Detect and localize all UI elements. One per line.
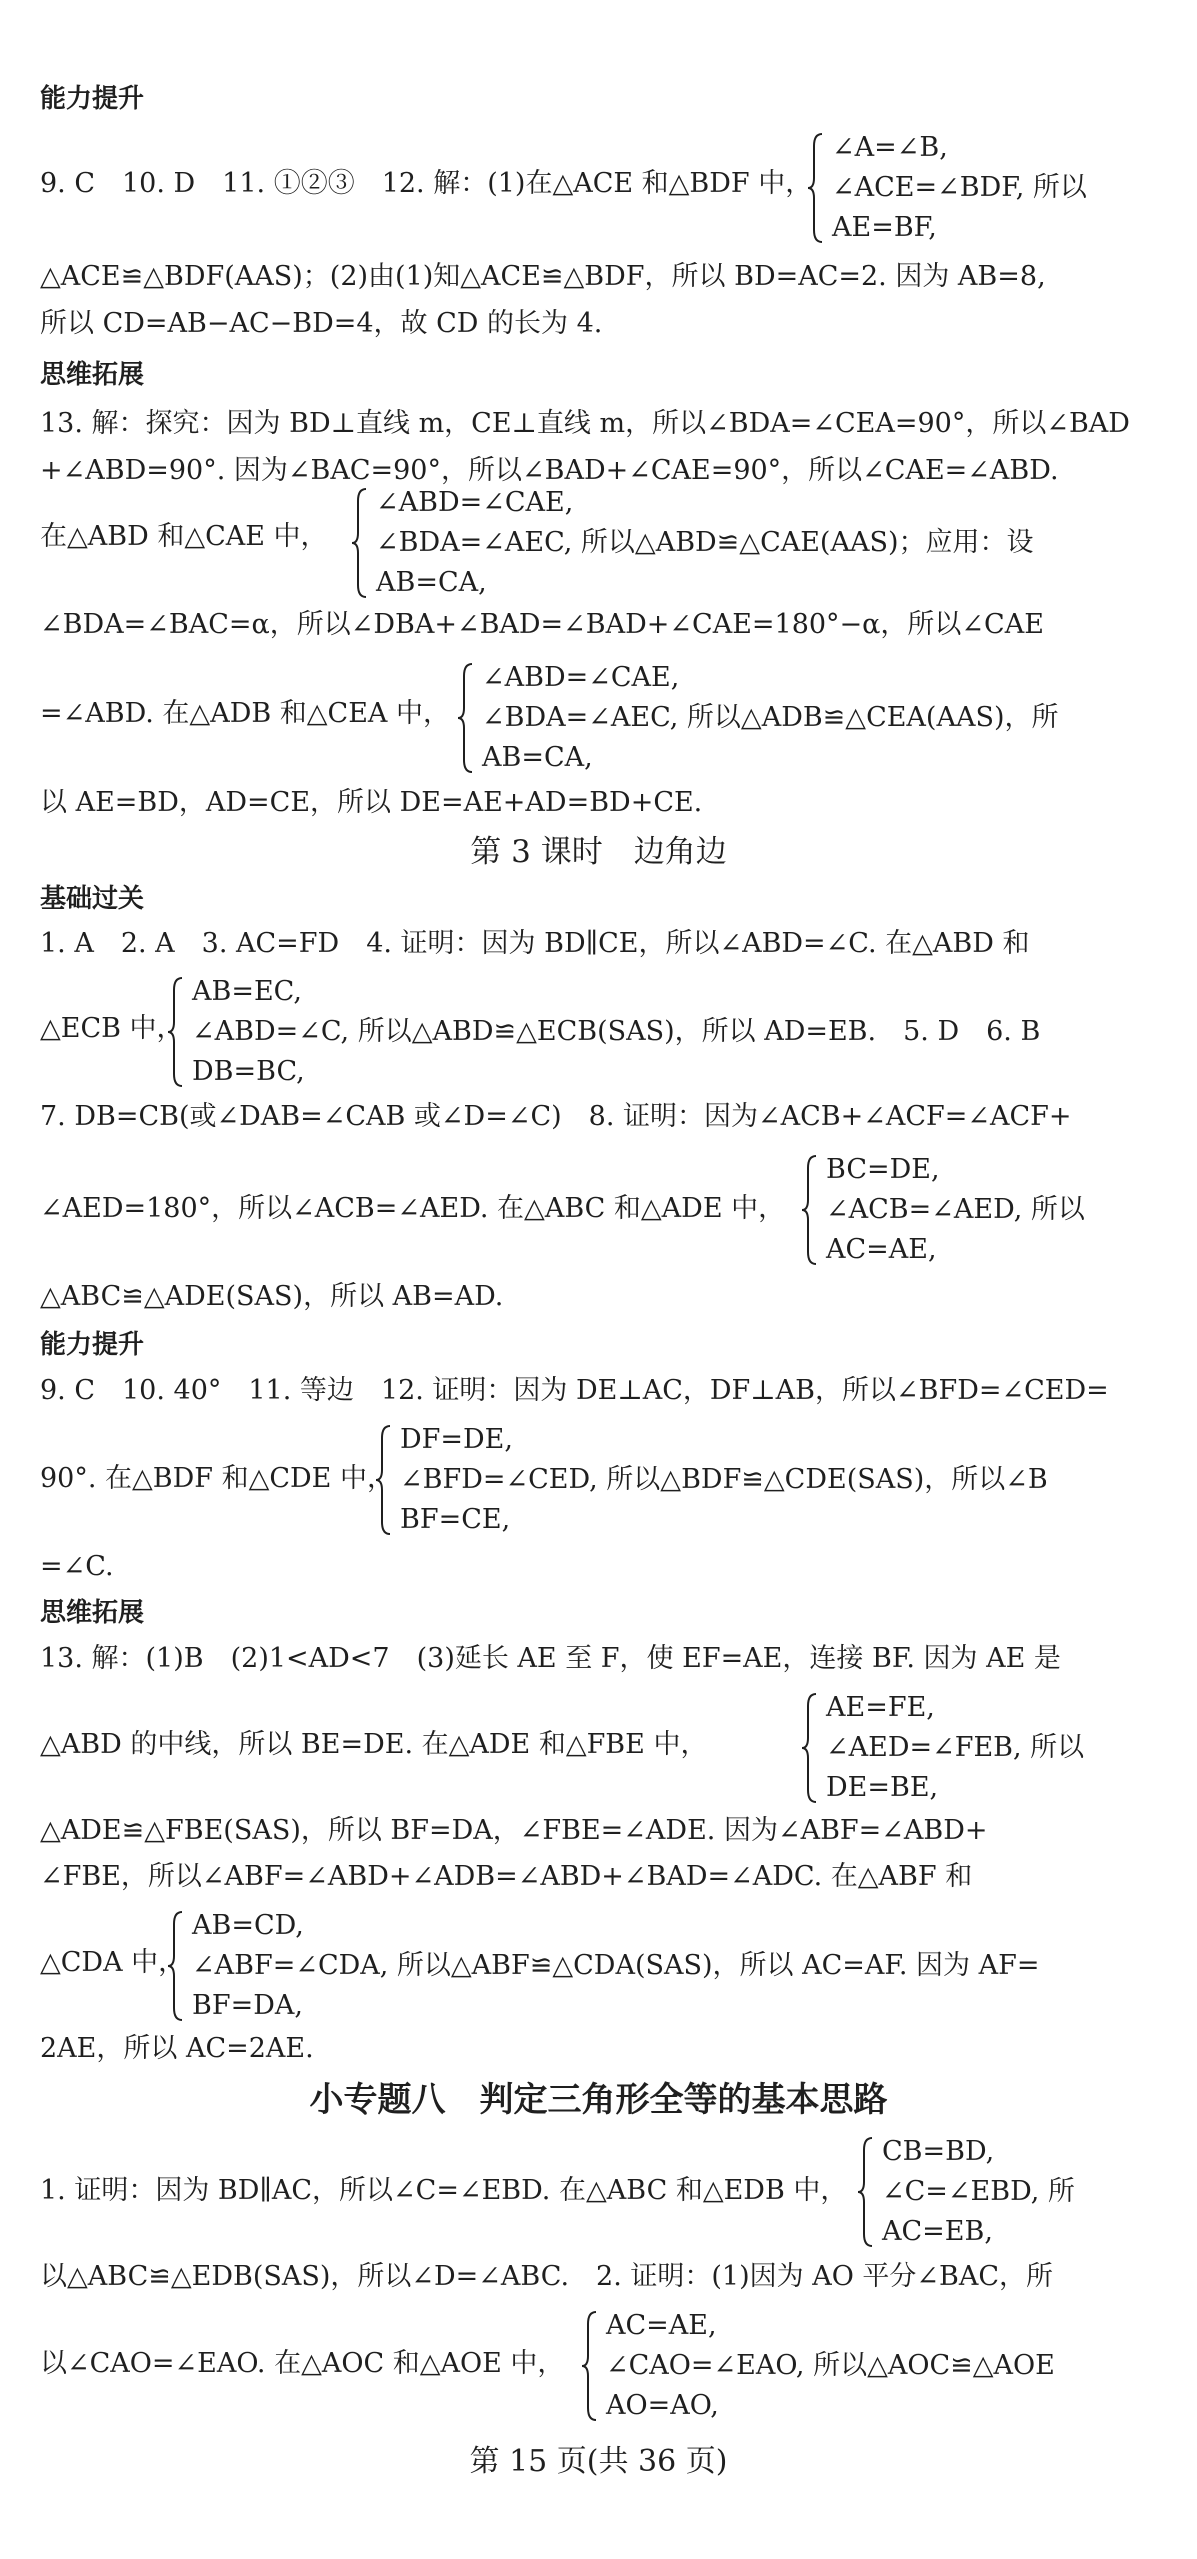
answer-line: 所以 CD=AB−AC−BD=4，故 CD 的长为 4.	[40, 308, 603, 339]
brace-icon	[580, 2310, 598, 2422]
brace-icon	[806, 132, 824, 244]
brace-icon	[456, 662, 474, 774]
answer-line: △CDA 中，	[40, 1947, 186, 1978]
answer-line: ∠BDA=∠BAC=α，所以∠DBA+∠BAD=∠BAD+∠CAE=180°−α，所以∠CAE	[40, 609, 1044, 640]
answer-line: =∠ABD. 在△ADB 和△CEA 中，	[40, 698, 450, 729]
system-line: ∠ABD=∠CAE,	[482, 662, 680, 693]
system-line: ∠CAO=∠EAO, 所以△AOC≌△AOE	[606, 2350, 1055, 2381]
equation-system	[826, 1688, 1084, 1808]
answer-line: △ACE≌△BDF(AAS)；(2)由(1)知△ACE≌△BDF，所以 BD=AC=2. 因为 AB=8,	[40, 261, 1046, 292]
answer-line: +∠ABD=90°. 因为∠BAC=90°，所以∠BAD+∠CAE=90°，所以∠CAE=∠ABD.	[40, 455, 1059, 486]
equation-system	[400, 1420, 1048, 1540]
answer-line: 9. C 10. 40° 11. 等边 12. 证明：因为 DE⊥AC，DF⊥AB，所以∠BFD=∠CED=	[40, 1375, 1109, 1406]
system-line: AB=EC,	[192, 976, 302, 1007]
system-line: DB=BC,	[192, 1056, 305, 1087]
lesson-title: 第 3 课时 边角边	[470, 834, 727, 870]
system-line: AC=AE,	[826, 1234, 937, 1265]
answer-line: ∠FBE，所以∠ABF=∠ABD+∠ADB=∠ABD+∠BAD=∠ADC. 在△ABF 和	[40, 1861, 973, 1892]
answer-line: △ABC≌△ADE(SAS)，所以 AB=AD.	[40, 1281, 504, 1312]
system-line: AE=BF,	[832, 212, 937, 243]
system-line: BC=DE,	[826, 1154, 940, 1185]
answer-line: △ADE≌△FBE(SAS)，所以 BF=DA，∠FBE=∠ADE. 因为∠ABF=∠ABD+	[40, 1815, 988, 1846]
answer-line: 13. 解：(1)B (2)1<AD<7 (3)延长 AE 至 F，使 EF=AE，连接 BF. 因为 AE 是	[40, 1643, 1061, 1674]
equation-system	[482, 658, 1059, 778]
system-line: DE=BE,	[826, 1772, 939, 1803]
system-line: ∠A=∠B,	[832, 132, 948, 163]
system-line: DF=DE,	[400, 1424, 513, 1455]
system-line: ∠ACB=∠AED, 所以	[826, 1194, 1085, 1225]
answer-line: 1. A 2. A 3. AC=FD 4. 证明：因为 BD∥CE，所以∠ABD=∠C. 在△ABD 和	[40, 928, 1030, 959]
system-line: AO=AO,	[606, 2390, 719, 2421]
system-line: AE=FE,	[826, 1692, 935, 1723]
system-line: ∠BDA=∠AEC, 所以△ABD≌△CAE(AAS)；应用：设	[376, 527, 1034, 558]
brace-icon	[800, 1692, 818, 1804]
equation-system	[826, 1150, 1085, 1270]
brace-icon	[166, 1910, 184, 2022]
system-line: BF=CE,	[400, 1504, 511, 1535]
answer-line: 在△ABD 和△CAE 中，	[40, 521, 328, 552]
answer-line: 以△ABC≌△EDB(SAS)，所以∠D=∠ABC. 2. 证明：(1)因为 AO 平分∠BAC，所	[40, 2261, 1054, 2292]
system-line: BF=DA,	[192, 1990, 303, 2021]
system-line: ∠ABD=∠C, 所以△ABD≌△ECB(SAS)，所以 AD=EB. 5. D 6. B	[192, 1016, 1041, 1047]
section-heading: 能力提升	[40, 1330, 145, 1360]
system-line: ∠ACE=∠BDF, 所以	[832, 172, 1087, 203]
equation-system	[882, 2132, 1075, 2252]
answer-line: 9. C 10. D 11. ①②③ 12. 解：(1)在△ACE 和△BDF 中，	[40, 168, 813, 199]
topic-title: 小专题八 判定三角形全等的基本思路	[309, 2080, 888, 2120]
page-footer: 第 15 页(共 36 页)	[469, 2444, 728, 2479]
system-line: ∠AED=∠FEB, 所以	[826, 1732, 1085, 1763]
answer-line: 2AE，所以 AC=2AE.	[40, 2033, 314, 2064]
system-line: AB=CD,	[192, 1910, 304, 1941]
section-heading: 思维拓展	[40, 1598, 145, 1628]
system-line: AC=EB,	[882, 2216, 993, 2247]
brace-icon	[166, 976, 184, 1088]
section-heading: 思维拓展	[40, 360, 145, 390]
system-line: AB=CA,	[482, 742, 593, 773]
system-line: ∠C=∠EBD, 所	[882, 2176, 1075, 2207]
answer-line: 13. 解：探究：因为 BD⊥直线 m，CE⊥直线 m，所以∠BDA=∠CEA=90°，所以∠BAD	[40, 408, 1130, 439]
system-line: CB=BD,	[882, 2136, 995, 2167]
answer-line: =∠C.	[40, 1551, 114, 1582]
answer-line: △ECB 中，	[40, 1013, 184, 1044]
answer-line: 7. DB=CB(或∠DAB=∠CAB 或∠D=∠C) 8. 证明：因为∠ACB+∠ACF=∠ACF+	[40, 1101, 1072, 1132]
answer-line: 以 AE=BD，AD=CE，所以 DE=AE+AD=BD+CE.	[40, 787, 703, 818]
system-line: ∠ABD=∠CAE,	[376, 487, 574, 518]
system-line: AC=AE,	[606, 2310, 717, 2341]
answer-line: 90°. 在△BDF 和△CDE 中，	[40, 1463, 394, 1494]
equation-system	[192, 1906, 1040, 2026]
system-line: ∠BFD=∠CED, 所以△BDF≌△CDE(SAS)，所以∠B	[400, 1464, 1048, 1495]
answer-line: 1. 证明：因为 BD∥AC，所以∠C=∠EBD. 在△ABC 和△EDB 中，	[40, 2175, 848, 2206]
section-heading: 能力提升	[40, 84, 145, 114]
brace-icon	[374, 1424, 392, 1536]
equation-system	[832, 128, 1087, 248]
brace-icon	[350, 487, 368, 599]
system-line: ∠ABF=∠CDA, 所以△ABF≌△CDA(SAS)，所以 AC=AF. 因为 AF=	[192, 1950, 1040, 1981]
answer-line: ∠AED=180°，所以∠ACB=∠AED. 在△ABC 和△ADE 中，	[40, 1193, 786, 1224]
equation-system	[376, 483, 1034, 603]
system-line: ∠BDA=∠AEC, 所以△ADB≌△CEA(AAS)，所	[482, 702, 1059, 733]
section-heading: 基础过关	[40, 884, 145, 914]
answer-line: 以∠CAO=∠EAO. 在△AOC 和△AOE 中，	[40, 2348, 565, 2379]
brace-icon	[856, 2136, 874, 2248]
system-line: AB=CA,	[376, 567, 487, 598]
brace-icon	[800, 1154, 818, 1266]
answer-line: △ABD 的中线，所以 BE=DE. 在△ADE 和△FBE 中，	[40, 1729, 708, 1760]
equation-system	[606, 2306, 1055, 2426]
equation-system	[192, 972, 1040, 1092]
